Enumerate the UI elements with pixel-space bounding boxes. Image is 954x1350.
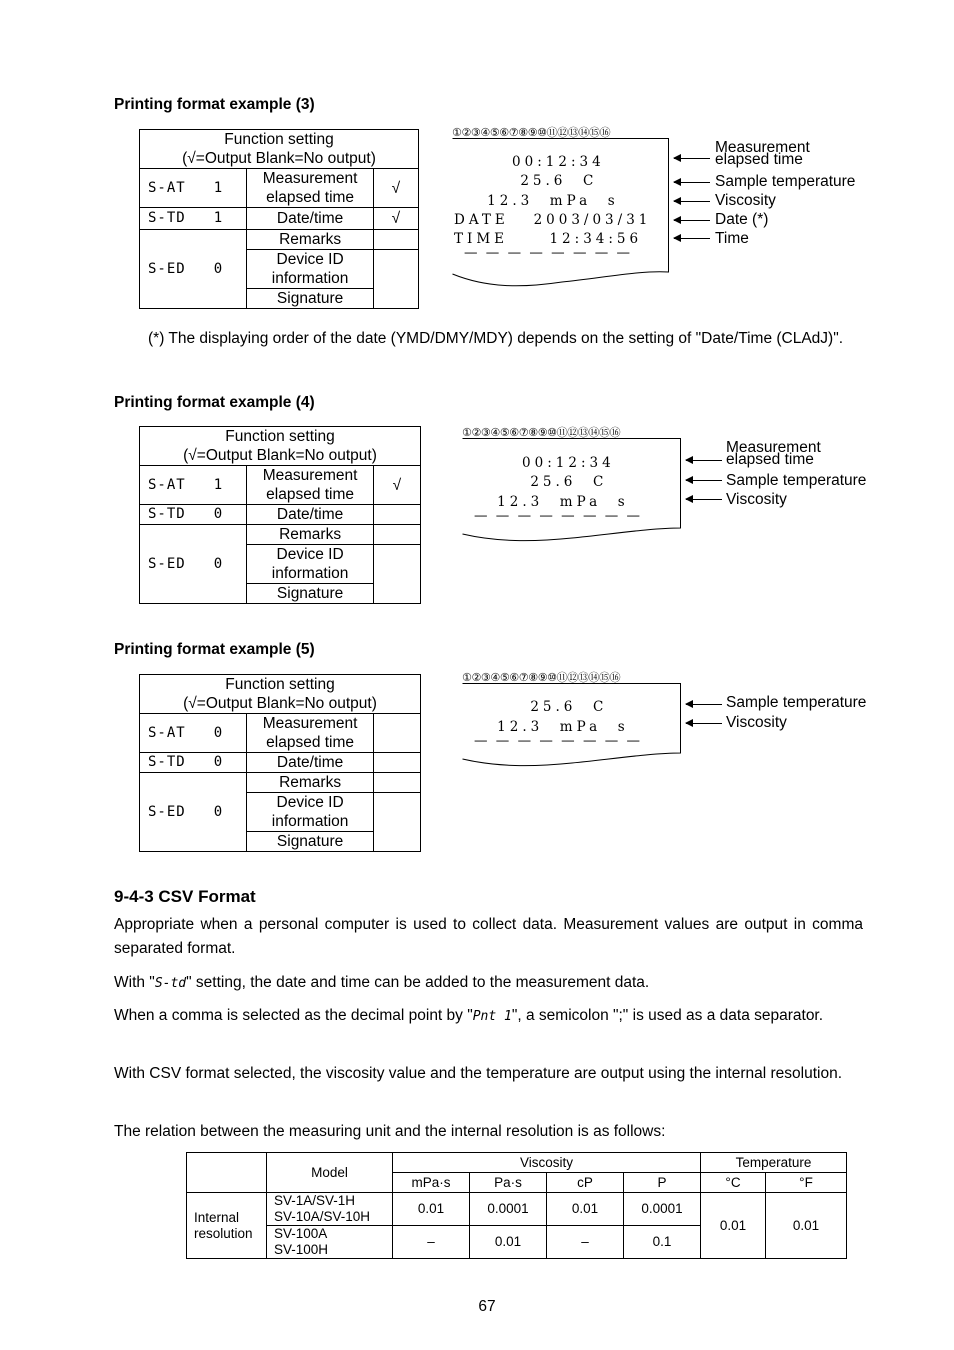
output-mark [373,714,420,753]
paragraph: With CSV format selected, the viscosity value and the temperature are output using the internal resolution. [114,1065,843,1082]
value-cell: 0.0001 [624,1193,701,1226]
item-elapsed-time: Measurement elapsed time [247,466,373,505]
item-date-time: Date/time [247,505,373,525]
table-header: Function setting (√=Output Blank=No output) [140,427,421,466]
printout-example-5 [462,669,882,779]
item-signature: Signature [247,584,373,604]
value-cell: 0.01 [547,1193,624,1226]
item-device-id: Device ID information [247,793,373,832]
paragraph: When a comma is selected as the decimal point by "Pnt 1", a semicolon ";" is used as a data separator. [114,1007,824,1024]
value-cell: 0.01 [701,1193,766,1259]
output-mark [373,773,420,793]
item-signature: Signature [247,289,373,309]
label-elapsed-time: Measurement elapsed time [726,439,821,468]
label-temperature: Sample temperature [726,472,867,489]
model-cell: SV-1A/SV-1H SV-10A/SV-10H [267,1193,393,1226]
table-header: Function setting (√=Output Blank=No output) [140,130,419,169]
label-viscosity: Viscosity [715,192,776,209]
item-date-time: Date/time [247,753,373,773]
value-cell: 0.01 [766,1193,847,1259]
line-dashes: — — — — — — — — [474,508,643,524]
item-elapsed-time: Measurement elapsed time [247,714,373,753]
printout-example-3 [452,124,872,294]
line-date: DATE 2003/03/31 [454,212,652,228]
item-elapsed-time: Measurement elapsed time [247,169,373,208]
setting-code: Pnt 1 [472,1009,512,1024]
label-viscosity: Viscosity [726,491,787,508]
function-setting-table-5 [139,674,421,852]
function-setting-table-3 [139,129,419,309]
label-date: Date (*) [715,211,769,228]
line-temperature: 25.6 C [464,474,608,490]
unit-cell: mPa·s [393,1173,470,1193]
date-order-note: (*) The displaying order of the date (YMD/DMY/MDY) depends on the setting of "Date/Time (CLAdJ)". [148,330,844,347]
model-header: Model [267,1153,393,1193]
code-s-td: S-TD 0 [140,505,247,525]
label-viscosity: Viscosity [726,714,787,731]
output-mark: √ [373,169,418,208]
code-s-ed: S-ED 0 [140,773,247,852]
label-temperature: Sample temperature [715,173,856,190]
arrow-icon [674,158,710,159]
output-mark [373,793,420,852]
unit-cell: cP [547,1173,624,1193]
item-remarks: Remarks [247,773,373,793]
output-mark [373,250,418,309]
arrow-icon [674,201,710,202]
page-number: 67 [478,1298,496,1315]
output-mark [373,753,420,773]
resolution-table [186,1152,847,1259]
example-5-title: Printing format example (5) [114,641,315,658]
example-4-title: Printing format example (4) [114,394,315,411]
item-date-time: Date/time [247,208,373,230]
line-viscosity: 12.3 mPa s [454,193,619,209]
code-s-at: S-AT 1 [140,466,247,505]
code-s-at: S-AT 1 [140,169,247,208]
label-temperature: Sample temperature [726,694,867,711]
value-cell: 0.1 [624,1226,701,1259]
value-cell: 0.01 [393,1193,470,1226]
code-s-td: S-TD 0 [140,753,247,773]
printout-example-4 [462,424,882,554]
item-remarks: Remarks [247,525,373,545]
arrow-icon [686,460,722,461]
line-dashes: — — — — — — — — [474,733,643,749]
value-cell: – [393,1226,470,1259]
arrow-icon [674,182,710,183]
unit-cell: P [624,1173,701,1193]
section-heading: 9-4-3 CSV Format [114,887,256,906]
output-mark [373,545,420,604]
code-s-ed: S-ED 0 [140,525,247,604]
output-mark [373,505,420,525]
value-cell: 0.01 [470,1226,547,1259]
value-cell: 0.0001 [470,1193,547,1226]
value-cell: – [547,1226,624,1259]
function-setting-table-4 [139,426,421,604]
line-viscosity: 12.3 mPa s [464,719,629,735]
item-device-id: Device ID information [247,545,373,584]
unit-cell: °C [701,1173,766,1193]
line-temperature: 25.6 C [454,173,598,189]
setting-code: S-td [154,976,187,991]
paragraph: The relation between the measuring unit and the internal resolution is as follows: [114,1123,666,1140]
label-time: Time [715,230,749,247]
line-elapsed-time: 00:12:34 [454,154,605,170]
code-s-ed: S-ED 0 [140,230,247,309]
unit-cell: Pa·s [470,1173,547,1193]
viscosity-header: Viscosity [393,1153,701,1173]
line-viscosity: 12.3 mPa s [464,494,629,510]
column-numbers: ①②③④⑤⑥⑦⑧⑨⑩⑪⑫⑬⑭⑮⑯ [452,126,611,139]
line-temperature: 25.6 C [464,699,608,715]
empty-cell [187,1153,267,1193]
line-dashes: — — — — — — — — [464,245,633,261]
item-remarks: Remarks [247,230,373,250]
output-mark [373,525,420,545]
arrow-icon [674,220,710,221]
item-device-id: Device ID information [247,250,373,289]
code-s-td: S-TD 1 [140,208,247,230]
column-numbers: ①②③④⑤⑥⑦⑧⑨⑩⑪⑫⑬⑭⑮⑯ [462,426,621,439]
paragraph: Appropriate when a personal computer is used to collect data. Measurement values are output in comma separated format. [114,916,863,957]
temperature-header: Temperature [701,1153,847,1173]
output-mark [373,230,418,250]
code-s-at: S-AT 0 [140,714,247,753]
column-numbers: ①②③④⑤⑥⑦⑧⑨⑩⑪⑫⑬⑭⑮⑯ [462,671,621,684]
label-elapsed-time: Measurement elapsed time [715,139,810,168]
paragraph: With "S-td" setting, the date and time can be added to the measurement data. [114,974,650,991]
arrow-icon [686,704,722,705]
item-signature: Signature [247,832,373,852]
arrow-icon [674,238,710,239]
output-mark: √ [373,208,418,230]
table-header: Function setting (√=Output Blank=No output) [140,675,421,714]
example-3-title: Printing format example (3) [114,96,315,113]
line-elapsed-time: 00:12:34 [464,455,615,471]
arrow-icon [686,723,722,724]
arrow-icon [686,480,722,481]
arrow-icon [686,499,722,500]
output-mark: √ [373,466,420,505]
row-label: Internal resolution [187,1193,267,1259]
model-cell: SV-100A SV-100H [267,1226,393,1259]
unit-cell: °F [766,1173,847,1193]
line-time: TIME 12:34:56 [454,231,643,247]
